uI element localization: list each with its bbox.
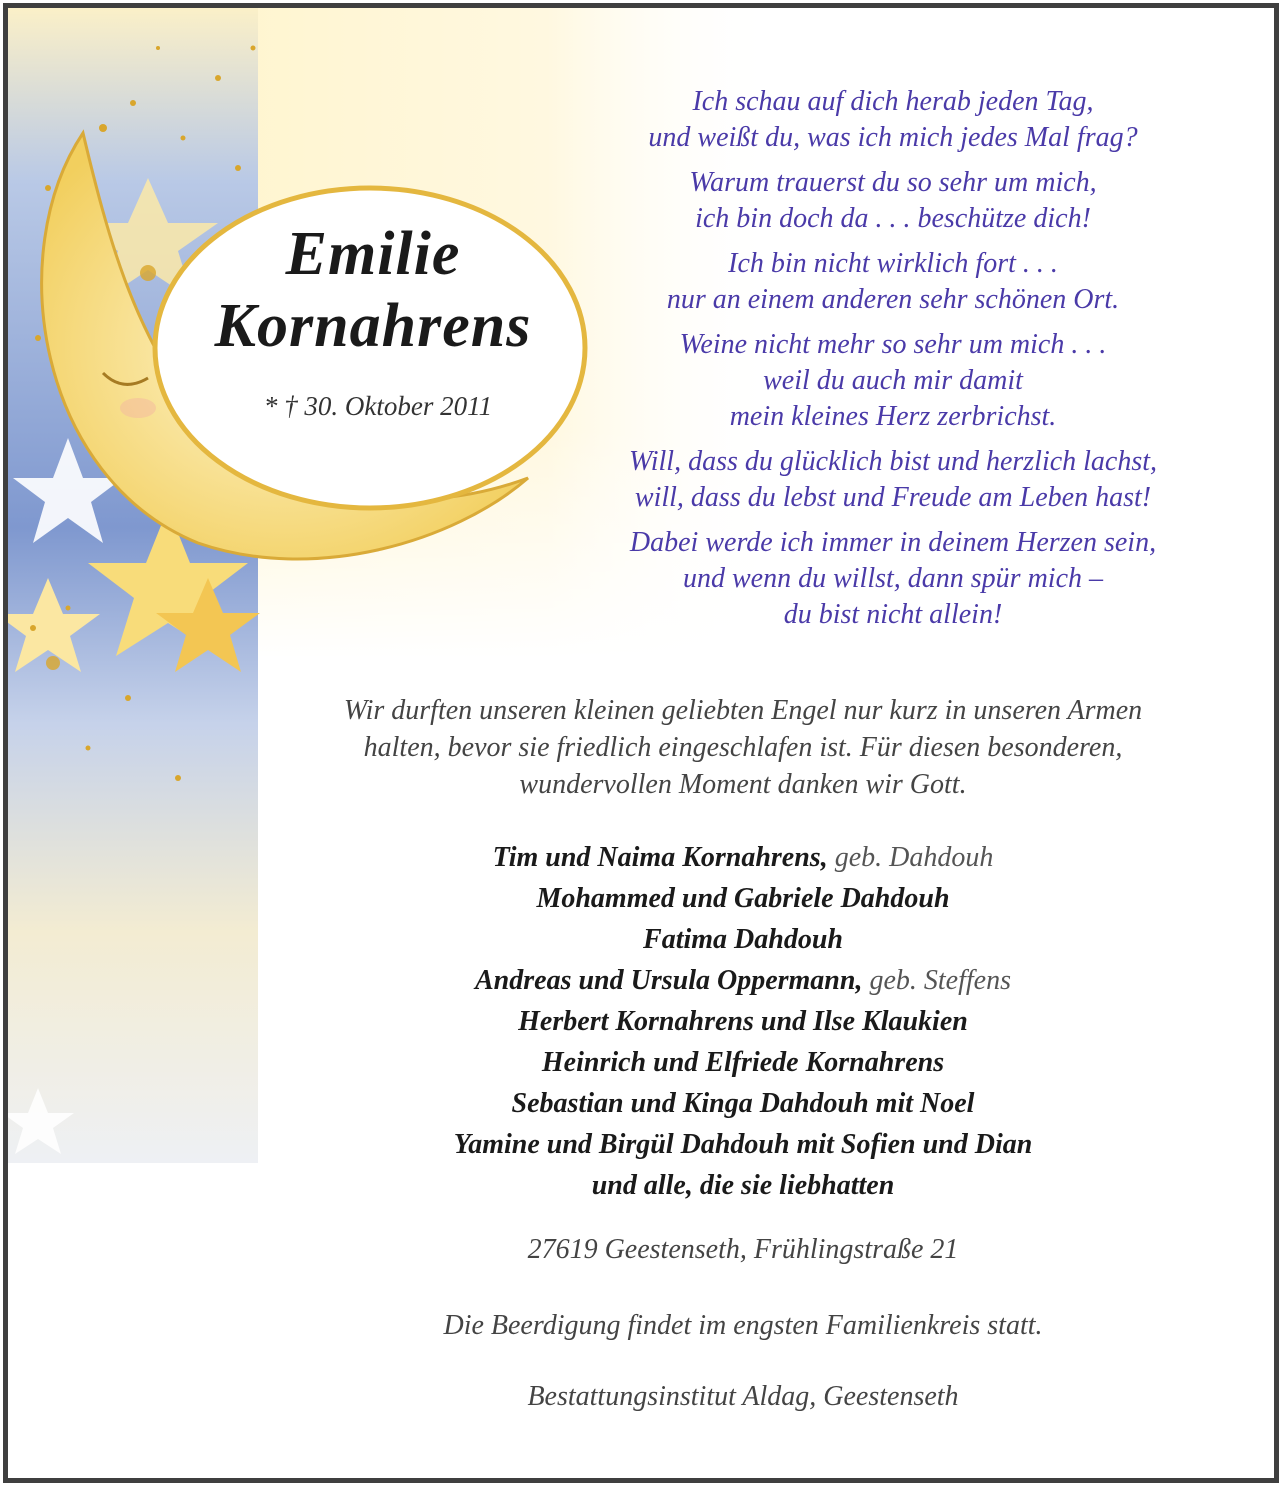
poem-line: Warum trauerst du so sehr um mich, [689,167,1097,198]
poem-line: will, dass du lebst und Freude am Leben hast! [634,482,1152,513]
intro-line: Wir durften unseren kleinen geliebten Engel nur kurz in unseren Armen [343,695,1143,726]
mourner-note: geb. Steffens [869,965,1011,996]
undertaker: Bestattungsinstitut Aldag, Geestenseth [527,1381,959,1412]
poem-line: Ich bin nicht wirklich fort . . . [728,248,1058,279]
mourner-entry [248,878,1238,919]
mourner-entry [248,1124,1238,1165]
mourner-entry [248,960,1238,1001]
poem-line: und weißt du, was ich mich jedes Mal frag? [648,122,1138,153]
mourner-name: Sebastian und Kinga Dahdouh mit Noel [511,1088,975,1119]
mourner-entry [248,919,1238,960]
poem-line: du bist nicht allein! [783,599,1003,630]
intro-line: halten, bevor sie friedlich eingeschlafen ist. Für diesen besonderen, [363,732,1123,763]
poem-stanza [568,444,1218,516]
poem-line: nur an einem anderen sehr schönen Ort. [666,284,1120,315]
mourner-entry [248,1083,1238,1124]
life-dates: * † 30. Oktober 2011 [263,391,493,421]
mourner-name: Mohammed und Gabriele Dahdouh [536,883,950,914]
poem-line: weil du auch mir damit [763,365,1023,396]
intro-line: wundervollen Moment danken wir Gott. [519,769,967,800]
obituary-frame [3,3,1279,1483]
poem-stanza [568,84,1218,156]
mourner-note: geb. Dahdouh [834,842,994,873]
poem-stanza [568,246,1218,318]
intro-text [248,692,1238,803]
mourner-entry [248,1165,1238,1206]
poem-line: und wenn du willst, dann spür mich – [682,563,1103,594]
poem [568,84,1218,642]
last-name: Kornahrens [214,292,532,360]
mourner-name: Heinrich und Elfriede Kornahrens [541,1047,945,1078]
poem-stanza [568,165,1218,237]
deceased-name [153,218,593,362]
mourners-list [248,837,1238,1206]
mourner-name: Fatima Dahdouh [643,924,843,955]
first-name: Emilie [285,220,461,288]
mourner-name: Tim und Naima Kornahrens, [492,842,828,873]
mourner-name: Yamine und Birgül Dahdouh mit Sofien und Dian [453,1129,1033,1160]
poem-stanza [568,327,1218,435]
funeral-note: Die Beerdigung findet im engsten Familienkreis statt. [443,1310,1043,1341]
mourner-entry [248,1001,1238,1042]
address: 27619 Geestenseth, Frühlingstraße 21 [527,1234,959,1265]
mourner-name: und alle, die sie liebhatten [591,1170,895,1201]
poem-stanza [568,525,1218,633]
mourner-entry [248,1042,1238,1083]
poem-line: Weine nicht mehr so sehr um mich . . . [679,329,1107,360]
poem-line: Dabei werde ich immer in deinem Herzen sein, [629,527,1157,558]
poem-line: Will, dass du glücklich bist und herzlich lachst, [628,446,1158,477]
mourner-entry [248,837,1238,878]
poem-line: mein kleines Herz zerbrichst. [729,401,1057,432]
poem-line: ich bin doch da . . . beschütze dich! [695,203,1091,234]
poem-line: Ich schau auf dich herab jeden Tag, [692,86,1094,117]
mourner-name: Andreas und Ursula Oppermann, [475,965,863,996]
mourner-name: Herbert Kornahrens und Ilse Klaukien [518,1006,968,1037]
